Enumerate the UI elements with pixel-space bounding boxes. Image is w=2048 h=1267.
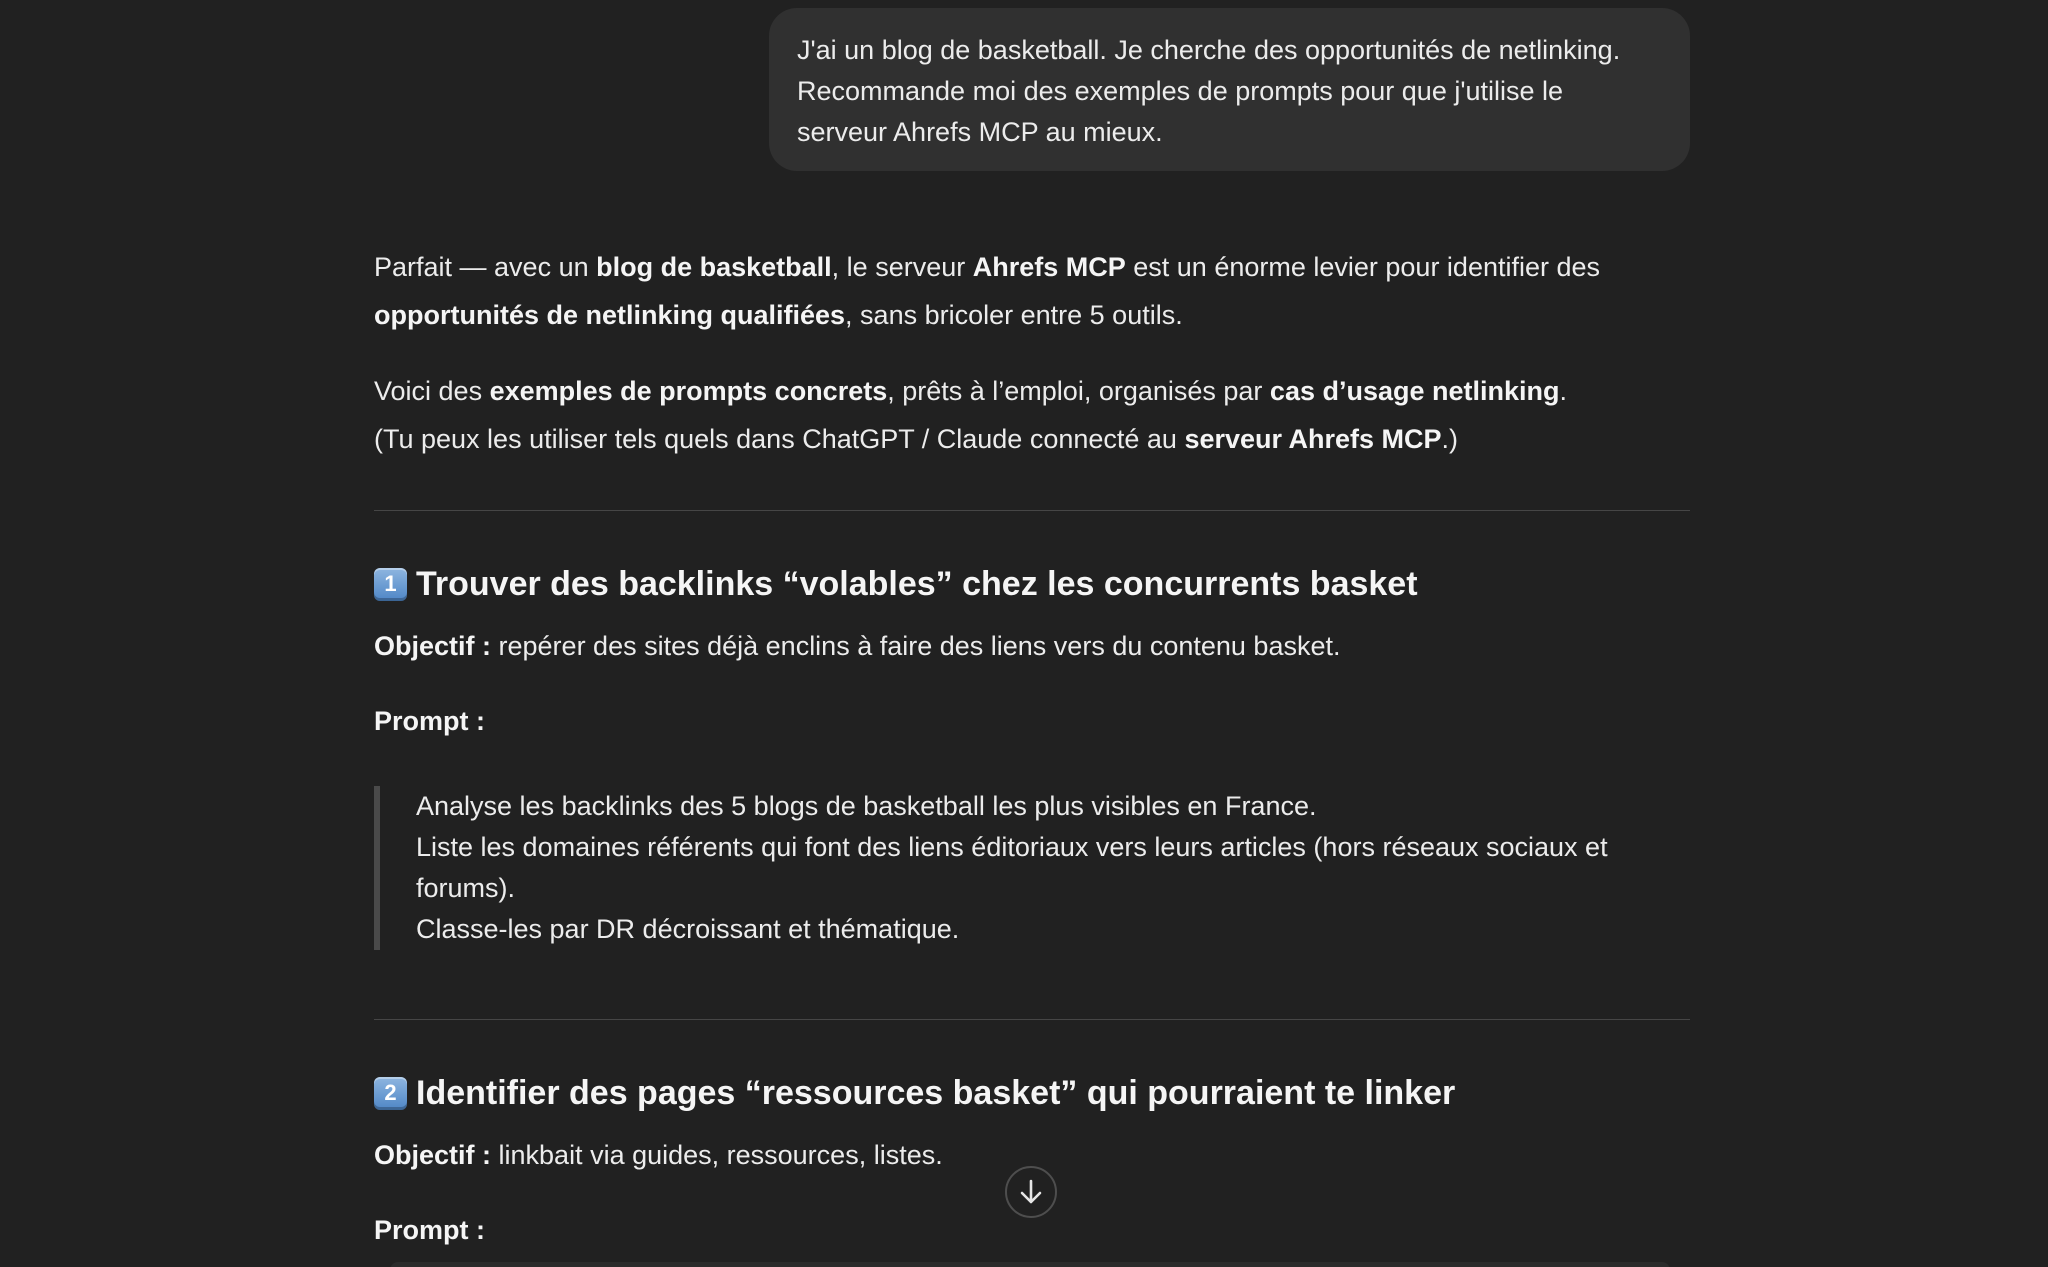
user-message-line: J'ai un blog de basketball. Je cherche des opportunités de netlinking.	[797, 35, 1621, 65]
scroll-to-bottom-button[interactable]	[1005, 1166, 1057, 1218]
prompt-line: Liste les domaines référents qui font des liens éditoriaux vers leurs articles (hors réseaux sociaux et	[416, 832, 1608, 862]
prompt-line: Classe-les par DR décroissant et thématique.	[416, 914, 960, 944]
section-2-objectif: Objectif : linkbait via guides, ressources, listes.	[374, 1140, 943, 1170]
keycap-1-icon: 1	[374, 568, 407, 601]
section-1-heading	[374, 562, 1690, 606]
section-divider	[374, 510, 1690, 511]
section-1-prompt-blockquote	[374, 786, 1690, 950]
user-message-bubble	[769, 8, 1690, 171]
section-2-title: Identifier des pages “ressources basket” qui pourraient te linker	[416, 1074, 1456, 1112]
section-2-heading	[374, 1071, 1690, 1115]
next-blockquote-edge	[390, 1262, 1670, 1267]
section-2-prompt-label: Prompt :	[374, 1215, 485, 1245]
examples-line-2: (Tu peux les utiliser tels quels dans ChatGPT / Claude connecté au serveur Ahrefs MCP.)	[374, 424, 1459, 454]
section-1-title: Trouver des backlinks “volables” chez les concurrents basket	[416, 565, 1418, 603]
user-message-line: serveur Ahrefs MCP au mieux.	[797, 117, 1163, 147]
prompt-line: forums).	[416, 873, 516, 903]
user-message-line: Recommande moi des exemples de prompts pour que j'utilise le	[797, 76, 1564, 106]
section-1-prompt-label: Prompt :	[374, 706, 485, 736]
examples-paragraph	[374, 367, 1690, 463]
intro-line-1: Parfait — avec un blog de basketball, le serveur Ahrefs MCP est un énorme levier pour identifier des	[374, 252, 1601, 282]
prompt-line: Analyse les backlinks des 5 blogs de basketball les plus visibles en France.	[416, 791, 1317, 821]
examples-line-1: Voici des exemples de prompts concrets, prêts à l’emploi, organisés par cas d’usage netlinking.	[374, 376, 1568, 406]
intro-line-2: opportunités de netlinking qualifiées, sans bricoler entre 5 outils.	[374, 300, 1183, 330]
section-divider	[374, 1019, 1690, 1020]
keycap-2-icon: 2	[374, 1077, 407, 1110]
intro-paragraph	[374, 243, 1690, 339]
section-1-objectif: Objectif : repérer des sites déjà enclins à faire des liens vers du contenu basket.	[374, 631, 1341, 661]
arrow-down-icon	[1018, 1178, 1044, 1206]
